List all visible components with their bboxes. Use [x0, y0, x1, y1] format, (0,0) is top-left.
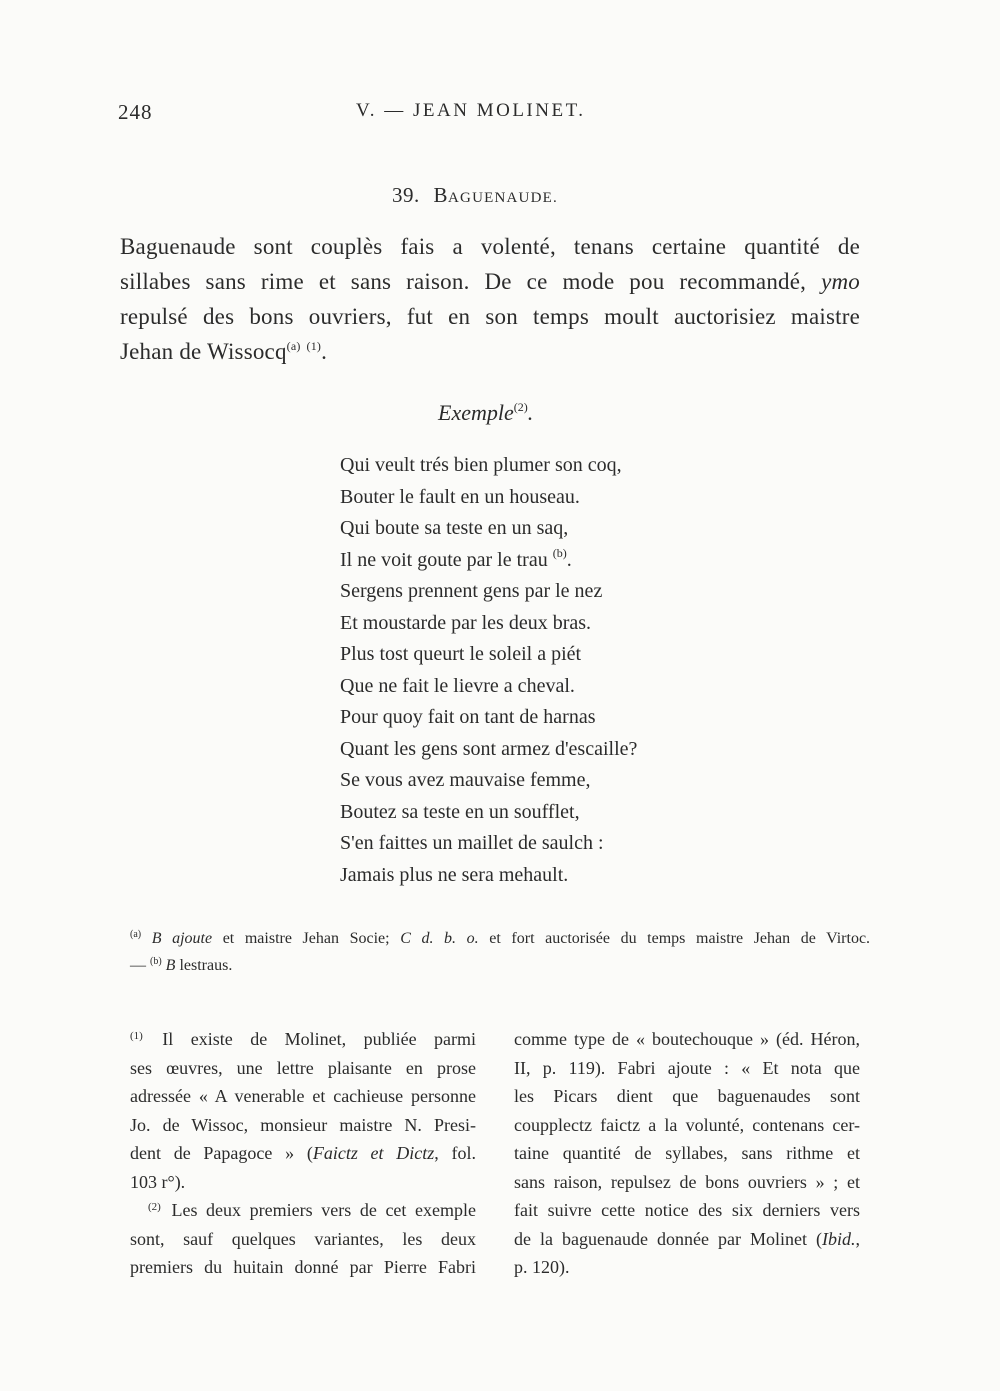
footnote-italic-ibid: Ibid.	[822, 1228, 856, 1249]
poem-line: S'en faittes un maillet de saulch :	[340, 832, 604, 854]
poem-line: Sergens prennent gens par le nez	[340, 580, 603, 602]
footnote-line: p. 120).	[514, 1257, 570, 1277]
variant-dash: —	[130, 957, 146, 974]
footnote-line: comme type de « boutechouque » (éd. Héron,	[514, 1029, 860, 1049]
footnote-line: fait suivre cette notice des six derniers vers	[514, 1200, 860, 1220]
body-italic-ymo: ymo	[821, 269, 860, 294]
variant-text: B ajoute	[151, 930, 213, 947]
poem-line: Plus tost queurt le soleil a piét	[340, 643, 582, 665]
footnote-line	[130, 1139, 476, 1168]
footnote-line: 103 r°).	[130, 1171, 186, 1192]
footnote-line	[130, 1196, 476, 1225]
variant-mark-b: (b)	[150, 956, 162, 967]
poem-line: Qui veult trés bien plumer son coq,	[340, 454, 622, 476]
footnote-line: coupplectz faictz a la volunté, contenans cer-	[514, 1114, 860, 1135]
poem-line: Se vous avez mauvaise femme,	[340, 769, 591, 791]
footnote-text: ,	[855, 1228, 860, 1249]
note-ref-a: (a)	[286, 339, 301, 353]
footnote-line: adressée « A venerable et cachieuse personne	[130, 1086, 476, 1106]
footnote-line	[514, 1225, 860, 1254]
body-paragraph	[120, 229, 860, 369]
footnote-line: II, p. 119). Fabri ajoute : « Et nota que	[514, 1057, 860, 1078]
footnote-number-1: (1)	[130, 1030, 143, 1042]
poem-line: Qui boute sa teste en un saq,	[340, 517, 569, 539]
section-title-initial: B	[433, 183, 449, 207]
poem-line: Boutez sa teste en un soufflet,	[340, 800, 580, 823]
variant-notes	[130, 925, 870, 979]
footnotes-right-column	[514, 1025, 860, 1282]
exemple-label: Exemple	[438, 400, 514, 425]
section-title	[392, 183, 558, 208]
footnote-line: sont, sauf quelques variantes, les deux	[130, 1228, 476, 1249]
variant-line	[130, 925, 870, 952]
note-ref-b: (b)	[552, 545, 567, 560]
body-line: repulsé des bons ouvriers, fut en son temps moult auctorisiez maistre	[120, 304, 860, 329]
footnote-line: Jo. de Wissoc, monsieur maistre N. Presi-	[130, 1114, 476, 1135]
poem-line: Que ne fait le lievre a cheval.	[340, 674, 575, 697]
footnote-line	[130, 1025, 476, 1054]
section-number: 39.	[392, 183, 420, 207]
footnote-text: , fol.	[434, 1143, 476, 1163]
footnote-line: taine quantité de syllabes, sans rithme et	[514, 1143, 860, 1163]
footnote-number-2: (2)	[148, 1201, 161, 1213]
poem-line: Quant les gens sont armez d'escaille?	[340, 737, 638, 760]
poem-line: Et moustarde par les deux bras.	[340, 611, 592, 634]
variant-text: lestraus.	[179, 957, 233, 974]
poem-line	[340, 545, 637, 577]
body-line	[120, 334, 860, 369]
section-title-rest: AGUENAUDE.	[448, 190, 558, 206]
note-ref-2: (2)	[513, 400, 528, 414]
body-line-text: Jehan de Wissocq	[120, 339, 287, 364]
footnote-text: Les deux premiers vers de cet exemple	[171, 1200, 477, 1220]
footnotes-left-column	[130, 1025, 476, 1282]
footnote-line: premiers du huitain donné par Pierre Fabri	[130, 1257, 476, 1277]
footnote-text: de la baguenaude donnée par Molinet (	[514, 1228, 822, 1249]
footnote-text: dent de Papagoce » (	[130, 1143, 313, 1163]
footnote-line: ses œuvres, une lettre plaisante en prose	[130, 1057, 476, 1078]
variant-text: C d. b. o.	[400, 930, 479, 947]
variant-text: et maistre Jehan Socie;	[222, 930, 390, 947]
footnote-line: les Picars dient que baguenaudes sont	[514, 1086, 860, 1106]
running-head: V. — JEAN MOLINET.	[356, 100, 586, 121]
exemple-end: .	[527, 400, 534, 425]
poem-line-end: .	[566, 548, 572, 571]
footnote-italic-title: Faictz et Dictz	[312, 1143, 435, 1163]
footnote-line: sans raison, repulsez de bons ouvriers » ; et	[514, 1171, 860, 1192]
page-number: 248	[118, 100, 153, 124]
variant-mark-a: (a)	[130, 929, 142, 940]
poem-line: Bouter le fault en un houseau.	[340, 485, 580, 508]
poem-line: Pour quoy fait on tant de harnas	[340, 706, 596, 728]
body-line: Baguenaude sont couplès fais a volenté, tenans certaine quantité de	[120, 234, 860, 259]
body-end: .	[321, 339, 328, 364]
poem-line-text: Il ne voit goute par le trau	[340, 548, 548, 571]
poem-line: Jamais plus ne sera mehault.	[340, 863, 569, 886]
variant-text: B	[165, 957, 176, 974]
variant-text: et fort auctorisée du temps maistre Jehan de Virtoc.	[489, 930, 871, 947]
footnote-text: Il existe de Molinet, publiée parmi	[162, 1029, 477, 1049]
body-line	[120, 264, 860, 299]
exemple-heading	[438, 400, 533, 426]
note-ref-1: (1)	[306, 339, 322, 353]
variant-line	[130, 952, 870, 979]
poem	[340, 450, 637, 891]
body-line-text: sillabes sans rime et sans raison. De ce mode pou recommandé,	[120, 269, 807, 294]
